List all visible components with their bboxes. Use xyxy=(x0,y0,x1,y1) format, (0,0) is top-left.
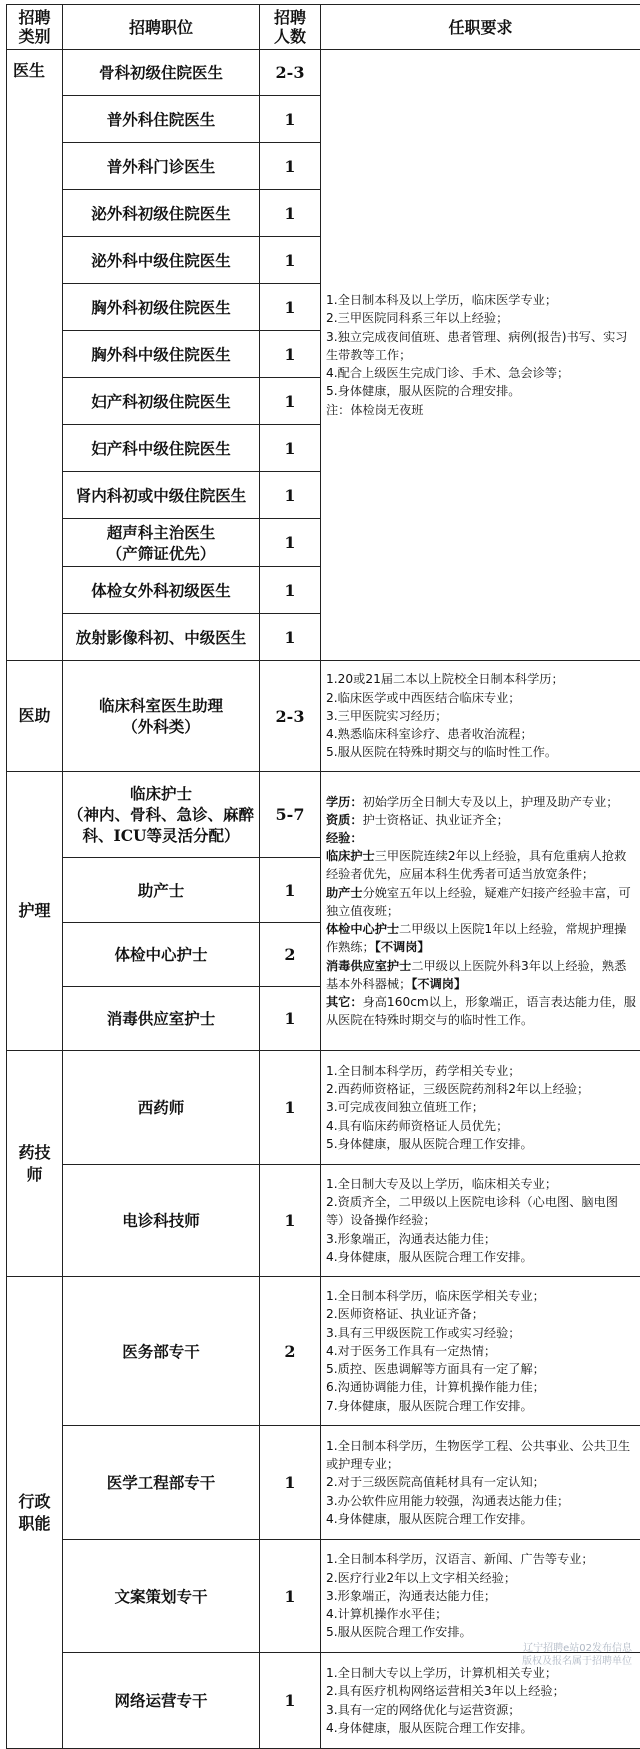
requirement-line: 3.形象端正，沟通表达能力佳； xyxy=(326,1587,636,1605)
count-cell: 1 xyxy=(260,1051,321,1165)
label-edu: 学历： xyxy=(326,795,363,809)
requirement-line xyxy=(326,793,636,811)
recruitment-table-wrapper xyxy=(6,4,640,1734)
count-cell: 1 xyxy=(260,1165,321,1277)
text-other: 身高160cm以上，形象端正，语言表达能力佳，服从医院在特殊时期交与的临时性工作。 xyxy=(326,995,636,1027)
label-qual: 资质： xyxy=(326,813,363,827)
requirement-line: 4.身体健康，服从医院合理工作安排。 xyxy=(326,1248,636,1266)
requirement-note: 注：体检岗无夜班 xyxy=(326,401,636,419)
count-cell: 1 xyxy=(260,1540,321,1653)
requirement-line: 2.对于三级医院高值耗材具有一定认知； xyxy=(326,1473,636,1491)
position-cell: 胸外科中级住院医生 xyxy=(63,331,260,378)
text-qual: 护士资格证、执业证齐全； xyxy=(363,813,509,827)
category-assistant: 医助 xyxy=(7,661,63,772)
text-edu: 初始学历全日制大专及以上，护理及助产专业； xyxy=(363,795,619,809)
requirement-line: 5.身体健康，服从医院的合理安排。 xyxy=(326,382,636,400)
requirements-nursing xyxy=(321,772,640,1051)
position-cell: 临床科室医生助理 （外科类） xyxy=(63,661,260,772)
label-midwife: 助产士 xyxy=(326,886,363,900)
requirement-line xyxy=(326,847,636,883)
position-cell: 胸外科初级住院医生 xyxy=(63,284,260,331)
position-cell: 网络运营专干 xyxy=(63,1653,260,1749)
requirement-line: 2.三甲医院同科系三年以上经验； xyxy=(326,309,636,327)
count-cell: 1 xyxy=(260,1653,321,1749)
position-cell: 骨科初级住院医生 xyxy=(63,50,260,96)
table-row xyxy=(7,1051,640,1165)
text-midwife: 分娩室五年以上经验，疑难产妇接产经验丰富，可独立值夜班； xyxy=(326,886,631,918)
header-position: 招聘职位 xyxy=(63,5,260,50)
requirement-line: 1.全日制本科学历，临床医学相关专业； xyxy=(326,1287,636,1305)
header-category: 招聘 类别 xyxy=(7,5,63,50)
table-row xyxy=(7,661,640,772)
watermark-line: 版权及报名属于招聘单位 xyxy=(522,1655,632,1668)
position-cell: 肾内科初或中级住院医生 xyxy=(63,472,260,519)
requirement-line xyxy=(326,957,636,993)
position-cell: 体检中心护士 xyxy=(63,923,260,987)
table-row xyxy=(7,1277,640,1426)
count-cell: 5-7 xyxy=(260,772,321,858)
requirement-line xyxy=(326,993,636,1029)
header-count: 招聘 人数 xyxy=(260,5,321,50)
requirement-line: 3.具有一定的网络优化与运营资源； xyxy=(326,1701,636,1719)
position-cell: 文案策划专干 xyxy=(63,1540,260,1653)
requirement-line xyxy=(326,829,636,847)
table-row xyxy=(7,1540,640,1653)
position-cell: 电诊科技师 xyxy=(63,1165,260,1277)
requirement-line: 2.具有医疗机构网络运营相关3年以上经验； xyxy=(326,1682,636,1700)
position-cell: 妇产科初级住院医生 xyxy=(63,378,260,425)
position-cell: 普外科门诊医生 xyxy=(63,143,260,190)
count-cell: 2 xyxy=(260,1277,321,1426)
count-cell: 1 xyxy=(260,284,321,331)
position-cell: 消毒供应室护士 xyxy=(63,987,260,1051)
table-row xyxy=(7,1426,640,1540)
requirement-line: 4.对于医务工作具有一定热情； xyxy=(326,1342,636,1360)
position-cell: 泌外科中级住院医生 xyxy=(63,237,260,284)
requirement-line: 2.临床医学或中西医结合临床专业； xyxy=(326,689,636,707)
requirement-line: 1.全日制大专及以上学历，临床相关专业； xyxy=(326,1175,636,1193)
requirement-line: 5.质控、医患调解等方面具有一定了解； xyxy=(326,1360,636,1378)
requirement-line: 4.计算机操作水平佳； xyxy=(326,1605,636,1623)
count-cell: 1 xyxy=(260,567,321,614)
requirement-line xyxy=(326,811,636,829)
count-cell: 2-3 xyxy=(260,50,321,96)
tag-checkup: 【不调岗】 xyxy=(375,940,430,954)
requirements-medical-affairs xyxy=(321,1277,640,1426)
requirement-line xyxy=(326,920,636,956)
count-cell: 1 xyxy=(260,472,321,519)
label-checkup: 体检中心护士 xyxy=(326,922,399,936)
text-clinical: 三甲医院连续2年以上经验，具有危重病人抢救经验者优先，应届本科生优秀者可适当放宽条件； xyxy=(326,849,626,881)
position-cell: 妇产科中级住院医生 xyxy=(63,425,260,472)
requirement-line: 3.独立完成夜间值班、患者管理、病例(报告)书写、实习生带教等工作； xyxy=(326,328,636,364)
count-cell: 2 xyxy=(260,923,321,987)
requirement-line: 1.全日制本科及以上学历，临床医学专业； xyxy=(326,291,636,309)
position-cell: 体检女外科初级医生 xyxy=(63,567,260,614)
requirements-ecg-tech xyxy=(321,1165,640,1277)
requirement-line xyxy=(326,884,636,920)
requirement-line: 1.全日制本科学历，生物医学工程、公共事业、公共卫生或护理专业； xyxy=(326,1437,636,1473)
requirement-line: 4.身体健康，服从医院合理工作安排。 xyxy=(326,1719,636,1737)
label-other: 其它： xyxy=(326,995,363,1009)
category-doctor: 医生 xyxy=(7,50,63,661)
requirement-line: 6.沟通协调能力佳，计算机操作能力佳； xyxy=(326,1378,636,1396)
requirements-med-engineering xyxy=(321,1426,640,1540)
requirement-line: 5.身体健康，服从医院合理工作安排。 xyxy=(326,1135,636,1153)
position-cell: 普外科住院医生 xyxy=(63,96,260,143)
label-clinical: 临床护士 xyxy=(326,849,375,863)
count-cell: 1 xyxy=(260,143,321,190)
requirement-line: 2.医疗行业2年以上文字相关经验； xyxy=(326,1569,636,1587)
requirement-line: 4.熟悉临床科室诊疗、患者收治流程； xyxy=(326,725,636,743)
recruitment-table xyxy=(6,4,640,1749)
table-row xyxy=(7,50,640,96)
count-cell: 1 xyxy=(260,378,321,425)
requirement-line: 4.身体健康，服从医院合理工作安排。 xyxy=(326,1510,636,1528)
requirement-line: 3.形象端正，沟通表达能力佳； xyxy=(326,1230,636,1248)
count-cell: 1 xyxy=(260,190,321,237)
count-cell: 1 xyxy=(260,237,321,284)
table-row xyxy=(7,1165,640,1277)
requirement-line: 2.西药师资格证，三级医院药剂科2年以上经验； xyxy=(326,1080,636,1098)
requirement-line: 4.配合上级医生完成门诊、手术、急会诊等； xyxy=(326,364,636,382)
watermark xyxy=(522,1642,632,1668)
requirement-line: 3.具有三甲级医院工作或实习经验； xyxy=(326,1324,636,1342)
header-row xyxy=(7,5,640,50)
requirement-line: 1.全日制本科学历，药学相关专业； xyxy=(326,1062,636,1080)
requirement-line: 5.服从医院合理工作安排。 xyxy=(326,1623,636,1641)
count-cell: 1 xyxy=(260,519,321,567)
requirement-line: 2.资质齐全，二甲级以上医院电诊科（心电图、脑电图等）设备操作经验； xyxy=(326,1193,636,1229)
position-cell: 临床护士 （神内、骨科、急诊、麻醉科、ICU等灵活分配） xyxy=(63,772,260,858)
requirements-pharmacist xyxy=(321,1051,640,1165)
requirements-assistant xyxy=(321,661,640,772)
count-cell: 1 xyxy=(260,96,321,143)
requirement-line: 4.具有临床药师资格证人员优先； xyxy=(326,1117,636,1135)
position-cell: 助产士 xyxy=(63,858,260,923)
requirement-line: 3.办公软件应用能力较强，沟通表达能力佳； xyxy=(326,1492,636,1510)
count-cell: 2-3 xyxy=(260,661,321,772)
requirement-line: 2.医师资格证、执业证齐备； xyxy=(326,1305,636,1323)
category-pharma: 药技 师 xyxy=(7,1051,63,1277)
requirement-line: 7.身体健康，服从医院合理工作安排。 xyxy=(326,1397,636,1415)
requirement-line: 1.20或21届二本以上院校全日制本科学历； xyxy=(326,670,636,688)
tag-steril: 【不调岗】 xyxy=(411,977,466,991)
requirement-line: 1.全日制大专以上学历，计算机相关专业； xyxy=(326,1664,636,1682)
position-cell: 泌外科初级住院医生 xyxy=(63,190,260,237)
count-cell: 1 xyxy=(260,987,321,1051)
count-cell: 1 xyxy=(260,614,321,661)
position-cell: 医学工程部专干 xyxy=(63,1426,260,1540)
text-steril: 二甲级以上医院外科3年以上经验，熟悉基本外科器械； xyxy=(326,959,626,991)
requirements-doctor xyxy=(321,50,640,661)
table-row xyxy=(7,772,640,858)
label-exp: 经验： xyxy=(326,831,363,845)
category-admin: 行政 职能 xyxy=(7,1277,63,1749)
text-checkup: 二甲级以上医院1年以上经验，常规护理操作熟练； xyxy=(326,922,626,954)
requirement-line: 1.全日制本科学历，汉语言、新闻、广告等专业； xyxy=(326,1550,636,1568)
header-requirements: 任职要求 xyxy=(321,5,640,50)
position-cell: 西药师 xyxy=(63,1051,260,1165)
category-nursing: 护理 xyxy=(7,772,63,1051)
count-cell: 1 xyxy=(260,1426,321,1540)
requirement-line: 3.三甲医院实习经历； xyxy=(326,707,636,725)
requirement-line: 3.可完成夜间独立值班工作； xyxy=(326,1098,636,1116)
position-cell: 医务部专干 xyxy=(63,1277,260,1426)
requirement-line: 5.服从医院在特殊时期交与的临时性工作。 xyxy=(326,743,636,761)
count-cell: 1 xyxy=(260,331,321,378)
count-cell: 1 xyxy=(260,858,321,923)
position-cell: 超声科主治医生 （产筛证优先） xyxy=(63,519,260,567)
label-steril: 消毒供应室护士 xyxy=(326,959,411,973)
count-cell: 1 xyxy=(260,425,321,472)
requirements-copywriting xyxy=(321,1540,640,1653)
watermark-line: 辽宁招聘e站02发布信息 xyxy=(522,1642,632,1655)
position-cell: 放射影像科初、中级医生 xyxy=(63,614,260,661)
